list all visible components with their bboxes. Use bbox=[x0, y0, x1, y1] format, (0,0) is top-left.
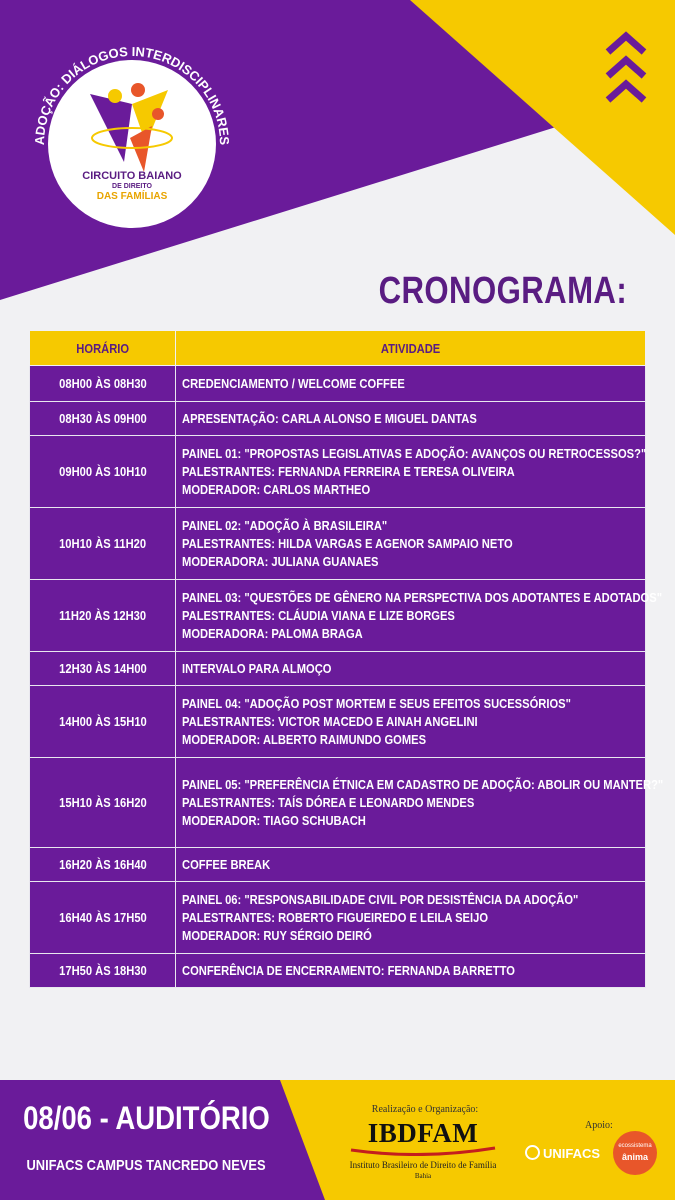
logo-line3: DAS FAMÍLIAS bbox=[96, 191, 168, 202]
activity-line: COFFEE BREAK bbox=[182, 856, 271, 872]
schedule-table bbox=[29, 330, 664, 988]
table-row bbox=[30, 848, 646, 882]
row-activity bbox=[176, 758, 664, 848]
row-activity bbox=[176, 366, 646, 402]
activity-line: PALESTRANTES: TAÍS DÓREA E LEONARDO MENDES bbox=[182, 794, 475, 810]
table-row bbox=[30, 508, 646, 580]
row-time: 16H40 ÀS 17H50 bbox=[30, 882, 176, 954]
row-activity bbox=[176, 580, 663, 652]
anima-logo-bottom: ânima bbox=[621, 1152, 648, 1162]
event-date: 08/06 - AUDITÓRIO bbox=[22, 1100, 270, 1136]
activity-line: INTERVALO PARA ALMOÇO bbox=[182, 660, 332, 676]
activity-line: MODERADOR: ALBERTO RAIMUNDO GOMES bbox=[182, 731, 427, 747]
table-row bbox=[30, 366, 646, 402]
header-horario: HORÁRIO bbox=[30, 331, 176, 366]
activity-line: PALESTRANTES: HILDA VARGAS E AGENOR SAMPAIO NETO bbox=[182, 535, 513, 551]
row-activity bbox=[176, 882, 646, 954]
row-activity bbox=[176, 848, 646, 882]
row-time: 11H20 ÀS 12H30 bbox=[30, 580, 176, 652]
row-time: 09H00 ÀS 10H10 bbox=[30, 436, 176, 508]
table-row bbox=[30, 954, 646, 988]
event-logo bbox=[12, 26, 252, 246]
row-activity bbox=[176, 652, 646, 686]
row-activity bbox=[176, 686, 646, 758]
activity-line: PALESTRANTES: VICTOR MACEDO E AINAH ANGELINI bbox=[182, 713, 478, 729]
ibdfam-state: Bahia bbox=[414, 1172, 432, 1180]
svg-text:ADOÇÃO: DIÁLOGOS INTERDISCIPLI: ADOÇÃO: DIÁLOGOS INTERDISCIPLINARES bbox=[31, 43, 233, 146]
table-row bbox=[30, 402, 646, 436]
activity-line: PAINEL 03: "QUESTÕES DE GÊNERO NA PERSPECTIVA DOS ADOTANTES E ADOTADOS" bbox=[182, 589, 663, 605]
activity-line: MODERADOR: TIAGO SCHUBACH bbox=[182, 812, 366, 828]
row-time: 08H00 ÀS 08H30 bbox=[30, 366, 176, 402]
table-row bbox=[30, 436, 646, 508]
row-activity bbox=[176, 954, 646, 988]
row-time: 16H20 ÀS 16H40 bbox=[30, 848, 176, 882]
activity-line: PAINEL 05: "PREFERÊNCIA ÉTNICA EM CADASTRO DE ADOÇÃO: ABOLIR OU MANTER?" bbox=[182, 776, 664, 792]
row-time: 10H10 ÀS 11H20 bbox=[30, 508, 176, 580]
activity-line: CREDENCIAMENTO / WELCOME COFFEE bbox=[182, 375, 405, 391]
apoio-label: Apoio: bbox=[585, 1120, 613, 1131]
row-activity bbox=[176, 402, 646, 436]
header-atividade: ATIVIDADE bbox=[176, 331, 646, 366]
row-time: 14H00 ÀS 15H10 bbox=[30, 686, 176, 758]
logo-line1: CIRCUITO BAIANO bbox=[82, 170, 182, 182]
activity-line: MODERADOR: CARLOS MARTHEO bbox=[182, 481, 371, 497]
table-row bbox=[30, 758, 646, 848]
activity-line: PAINEL 01: "PROPOSTAS LEGISLATIVAS E ADOÇÃO: AVANÇOS OU RETROCESSOS?" bbox=[182, 445, 647, 461]
ibdfam-subtitle: Instituto Brasileiro de Direito de Família bbox=[349, 1160, 497, 1170]
table-row bbox=[30, 686, 646, 758]
activity-line: PALESTRANTES: FERNANDA FERREIRA E TERESA OLIVEIRA bbox=[182, 463, 515, 479]
logo-arc-text bbox=[12, 26, 252, 246]
event-venue: UNIFACS CAMPUS TANCREDO NEVES bbox=[26, 1157, 266, 1174]
logo-line2: DE DIREITO bbox=[112, 183, 152, 190]
activity-line: PALESTRANTES: CLÁUDIA VIANA E LIZE BORGES bbox=[182, 607, 455, 623]
chevron-up-icon bbox=[604, 30, 648, 108]
page-title: CRONOGRAMA: bbox=[378, 270, 627, 312]
activity-line: MODERADOR: RUY SÉRGIO DEIRÓ bbox=[182, 927, 372, 943]
activity-line: MODERADORA: JULIANA GUANAES bbox=[182, 553, 379, 569]
unifacs-logo: UNIFACS bbox=[525, 1145, 600, 1161]
anima-logo-top: ecossistema bbox=[618, 1143, 652, 1149]
activity-line: MODERADORA: PALOMA BRAGA bbox=[182, 625, 363, 641]
activity-line: PAINEL 02: "ADOÇÃO À BRASILEIRA" bbox=[182, 517, 388, 533]
table-header-row bbox=[30, 331, 646, 366]
globe-icon bbox=[525, 1145, 540, 1160]
activity-line: PAINEL 06: "RESPONSABILIDADE CIVIL POR DESISTÊNCIA DA ADOÇÃO" bbox=[182, 891, 579, 907]
row-time: 15H10 ÀS 16H20 bbox=[30, 758, 176, 848]
row-activity bbox=[176, 508, 646, 580]
ibdfam-logo: IBDFAM bbox=[367, 1118, 479, 1148]
activity-line: CONFERÊNCIA DE ENCERRAMENTO: FERNANDA BARRETTO bbox=[182, 962, 515, 978]
table-row bbox=[30, 882, 646, 954]
table-row bbox=[30, 652, 646, 686]
activity-line: PALESTRANTES: ROBERTO FIGUEIREDO E LEILA SEIJO bbox=[182, 909, 489, 925]
row-activity bbox=[176, 436, 646, 508]
activity-line: PAINEL 04: "ADOÇÃO POST MORTEM E SEUS EFEITOS SUCESSÓRIOS" bbox=[182, 695, 571, 711]
row-time: 12H30 ÀS 14H00 bbox=[30, 652, 176, 686]
row-time: 08H30 ÀS 09H00 bbox=[30, 402, 176, 436]
activity-line: APRESENTAÇÃO: CARLA ALONSO E MIGUEL DANTAS bbox=[182, 410, 477, 426]
row-time: 17H50 ÀS 18H30 bbox=[30, 954, 176, 988]
realizacao-label: Realização e Organização: bbox=[371, 1104, 479, 1115]
table-row bbox=[30, 580, 646, 652]
